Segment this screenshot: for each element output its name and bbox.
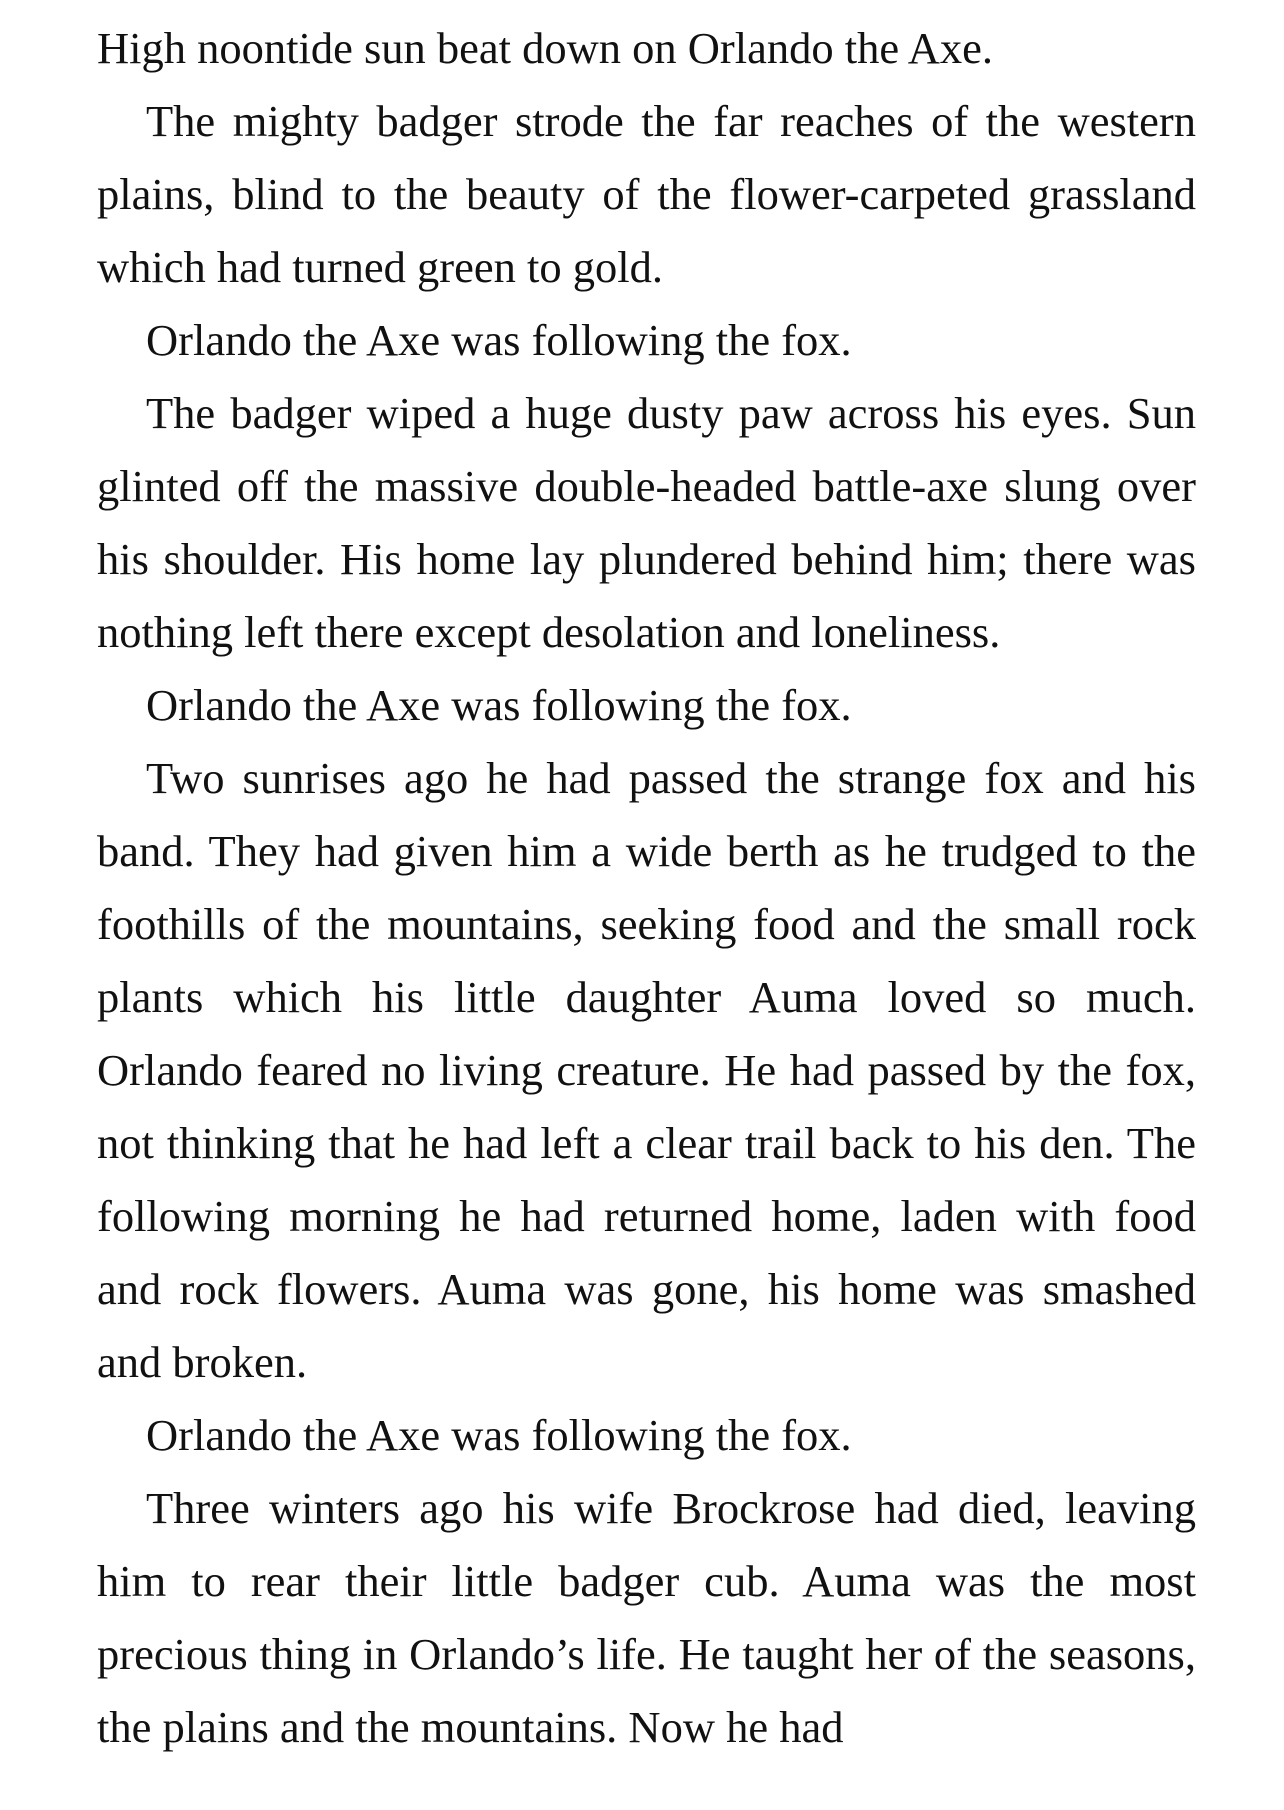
book-page (97, 12, 1196, 1764)
paragraph-1: High noontide sun beat down on Orlando the Axe. (97, 23, 994, 73)
paragraph-3: Orlando the Axe was following the fox. (146, 315, 852, 365)
paragraph-2: The mighty badger strode the far reaches of the western plains, blind to the beauty of the flower-carpeted grassland which had turned green to gold. (97, 96, 1196, 292)
paragraph-5: Orlando the Axe was following the fox. (146, 680, 852, 730)
paragraph-6: Two sunrises ago he had passed the strange fox and his band. They had given him a wide berth as he trudged to the foothills of the mountains, seeking food and the small rock plants which his little daughter Auma loved so much. Orlando feared no living creature. He had passed by the fox, not thinking that he had left a clear trail back to his den. The following morning he had returned home, laden with food and rock flowers. Auma was gone, his home was smashed and broken. (97, 753, 1196, 1387)
paragraph-4: The badger wiped a huge dusty paw across his eyes. Sun glinted off the massive double-headed battle-axe slung over his shoulder. His home lay plundered behind him; there was nothing left there except desolation and loneliness. (97, 388, 1196, 657)
paragraph-8: Three winters ago his wife Brockrose had died, leaving him to rear their little badger cub. Auma was the most precious thing in Orlando’s life. He taught her of the seasons, the plains and the mountains. Now he had (97, 1483, 1196, 1752)
paragraph-7: Orlando the Axe was following the fox. (146, 1410, 852, 1460)
